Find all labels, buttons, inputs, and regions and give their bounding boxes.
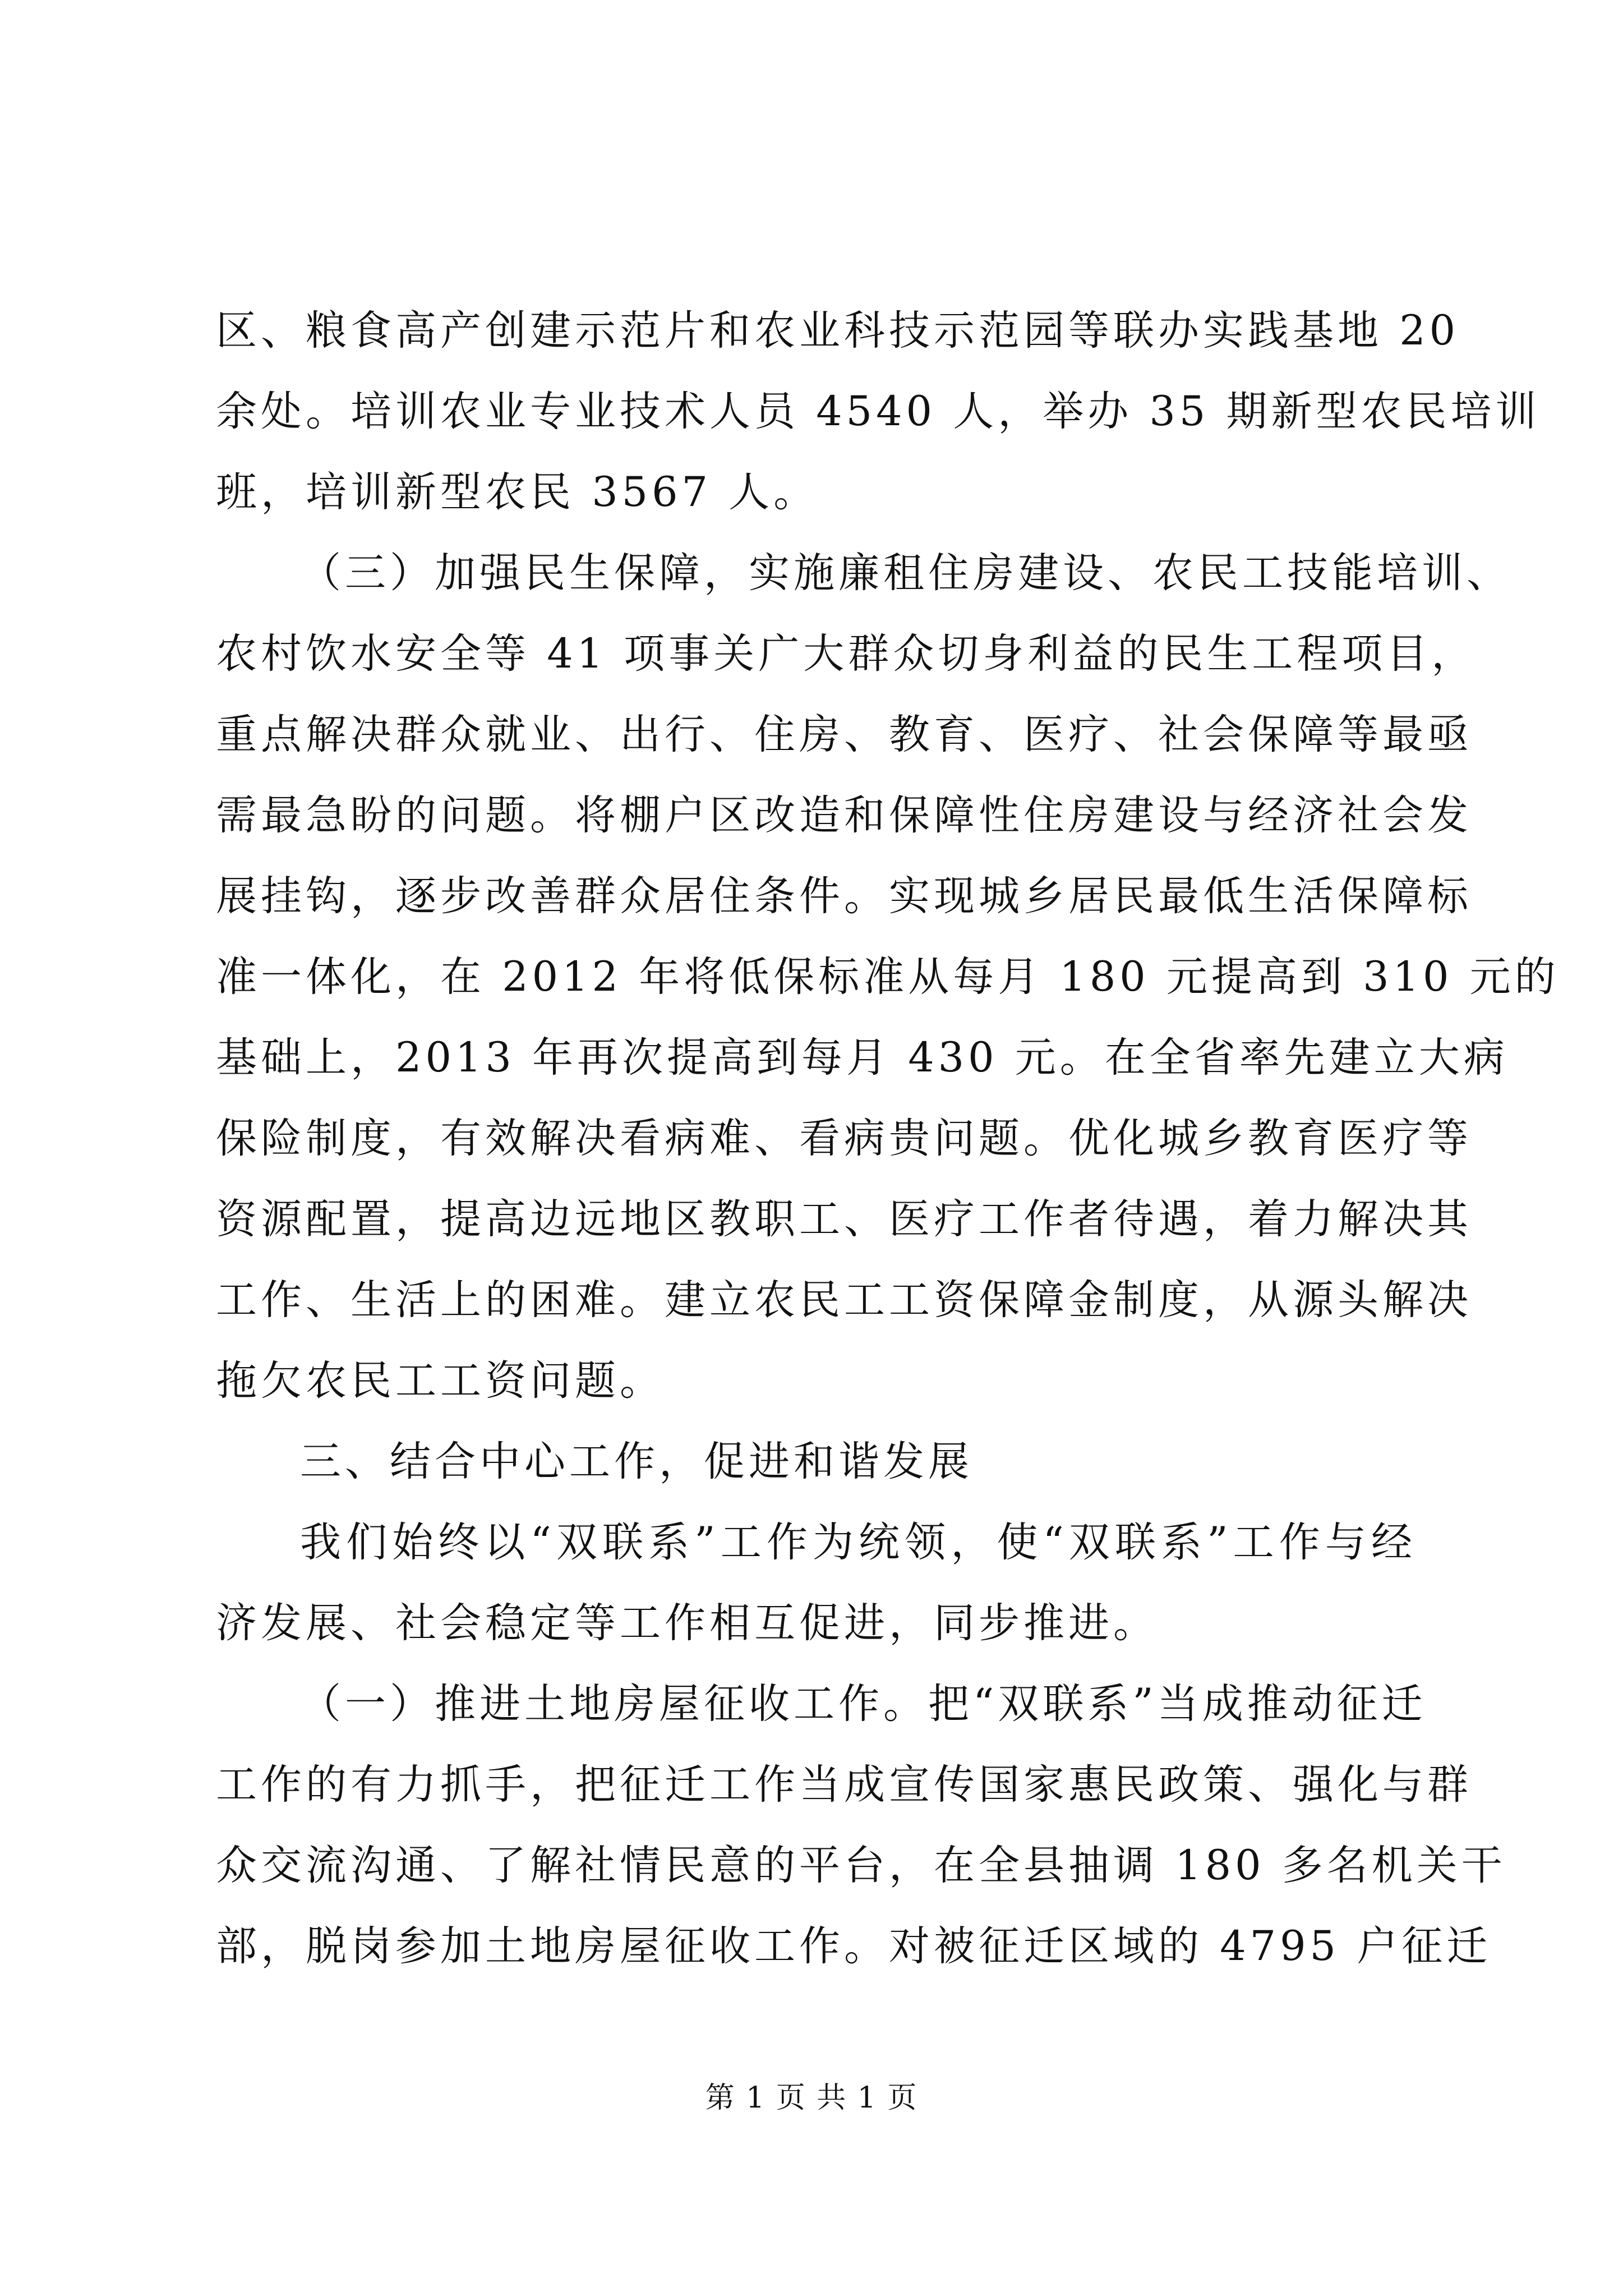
body-text-line: 保险制度，有效解决看病难、看病贵问题。优化城乡教育医疗等 bbox=[216, 1115, 1472, 1162]
body-text-line: 重点解决群众就业、出行、住房、教育、医疗、社会保障等最亟 bbox=[216, 711, 1472, 758]
body-text-line: 班，培训新型农民 3567 人。 bbox=[216, 468, 819, 516]
body-text-line: 部，脱岗参加土地房屋征收工作。对被征迁区域的 4795 户征迁 bbox=[216, 1922, 1492, 1970]
body-text-line: 拖欠农民工工资问题。 bbox=[216, 1357, 665, 1405]
body-text-line: 准一体化，在 2012 年将低保标准从每月 180 元提高到 310 元的 bbox=[216, 953, 1560, 1001]
body-text-line: （三）加强民生保障，实施廉租住房建设、农民工技能培训、 bbox=[300, 549, 1511, 597]
body-text-line: 工作的有力抓手，把征迁工作当成宣传国家惠民政策、强化与群 bbox=[216, 1761, 1472, 1809]
body-text-line: 需最急盼的问题。将棚户区改造和保障性住房建设与经济社会发 bbox=[216, 792, 1472, 839]
section-heading: 三、结合中心工作，促进和谐发展 bbox=[300, 1438, 973, 1485]
body-text-line: 区、粮食高产创建示范片和农业科技示范园等联办实践基地 20 bbox=[216, 307, 1460, 355]
body-text-line: （一）推进土地房屋征收工作。把“双联系”当成推动征迁 bbox=[300, 1680, 1427, 1728]
body-text-line: 众交流沟通、了解社情民意的平台，在全县抽调 180 多名机关干 bbox=[216, 1842, 1506, 1889]
body-text-line: 工作、生活上的困难。建立农民工工资保障金制度，从源头解决 bbox=[216, 1276, 1472, 1324]
body-text-line: 资源配置，提高边远地区教职工、医疗工作者待遇，着力解决其 bbox=[216, 1195, 1472, 1243]
body-text-line: 我们始终以“双联系”工作为统领，使“双联系”工作与经 bbox=[300, 1519, 1416, 1566]
body-text-line: 展挂钩，逐步改善群众居住条件。实现城乡居民最低生活保障标 bbox=[216, 872, 1472, 920]
body-text-line: 基础上，2013 年再次提高到每月 430 元。在全省率先建立大病 bbox=[216, 1034, 1509, 1082]
page-footer: 第 1 页 共 1 页 bbox=[705, 2081, 918, 2115]
body-text-line: 济发展、社会稳定等工作相互促进，同步推进。 bbox=[216, 1599, 1158, 1647]
body-text-line: 农村饮水安全等 41 项事关广大群众切身利益的民生工程项目， bbox=[216, 630, 1477, 678]
body-text-line: 余处。培训农业专业技术人员 4540 人，举办 35 期新型农民培训 bbox=[216, 388, 1541, 435]
